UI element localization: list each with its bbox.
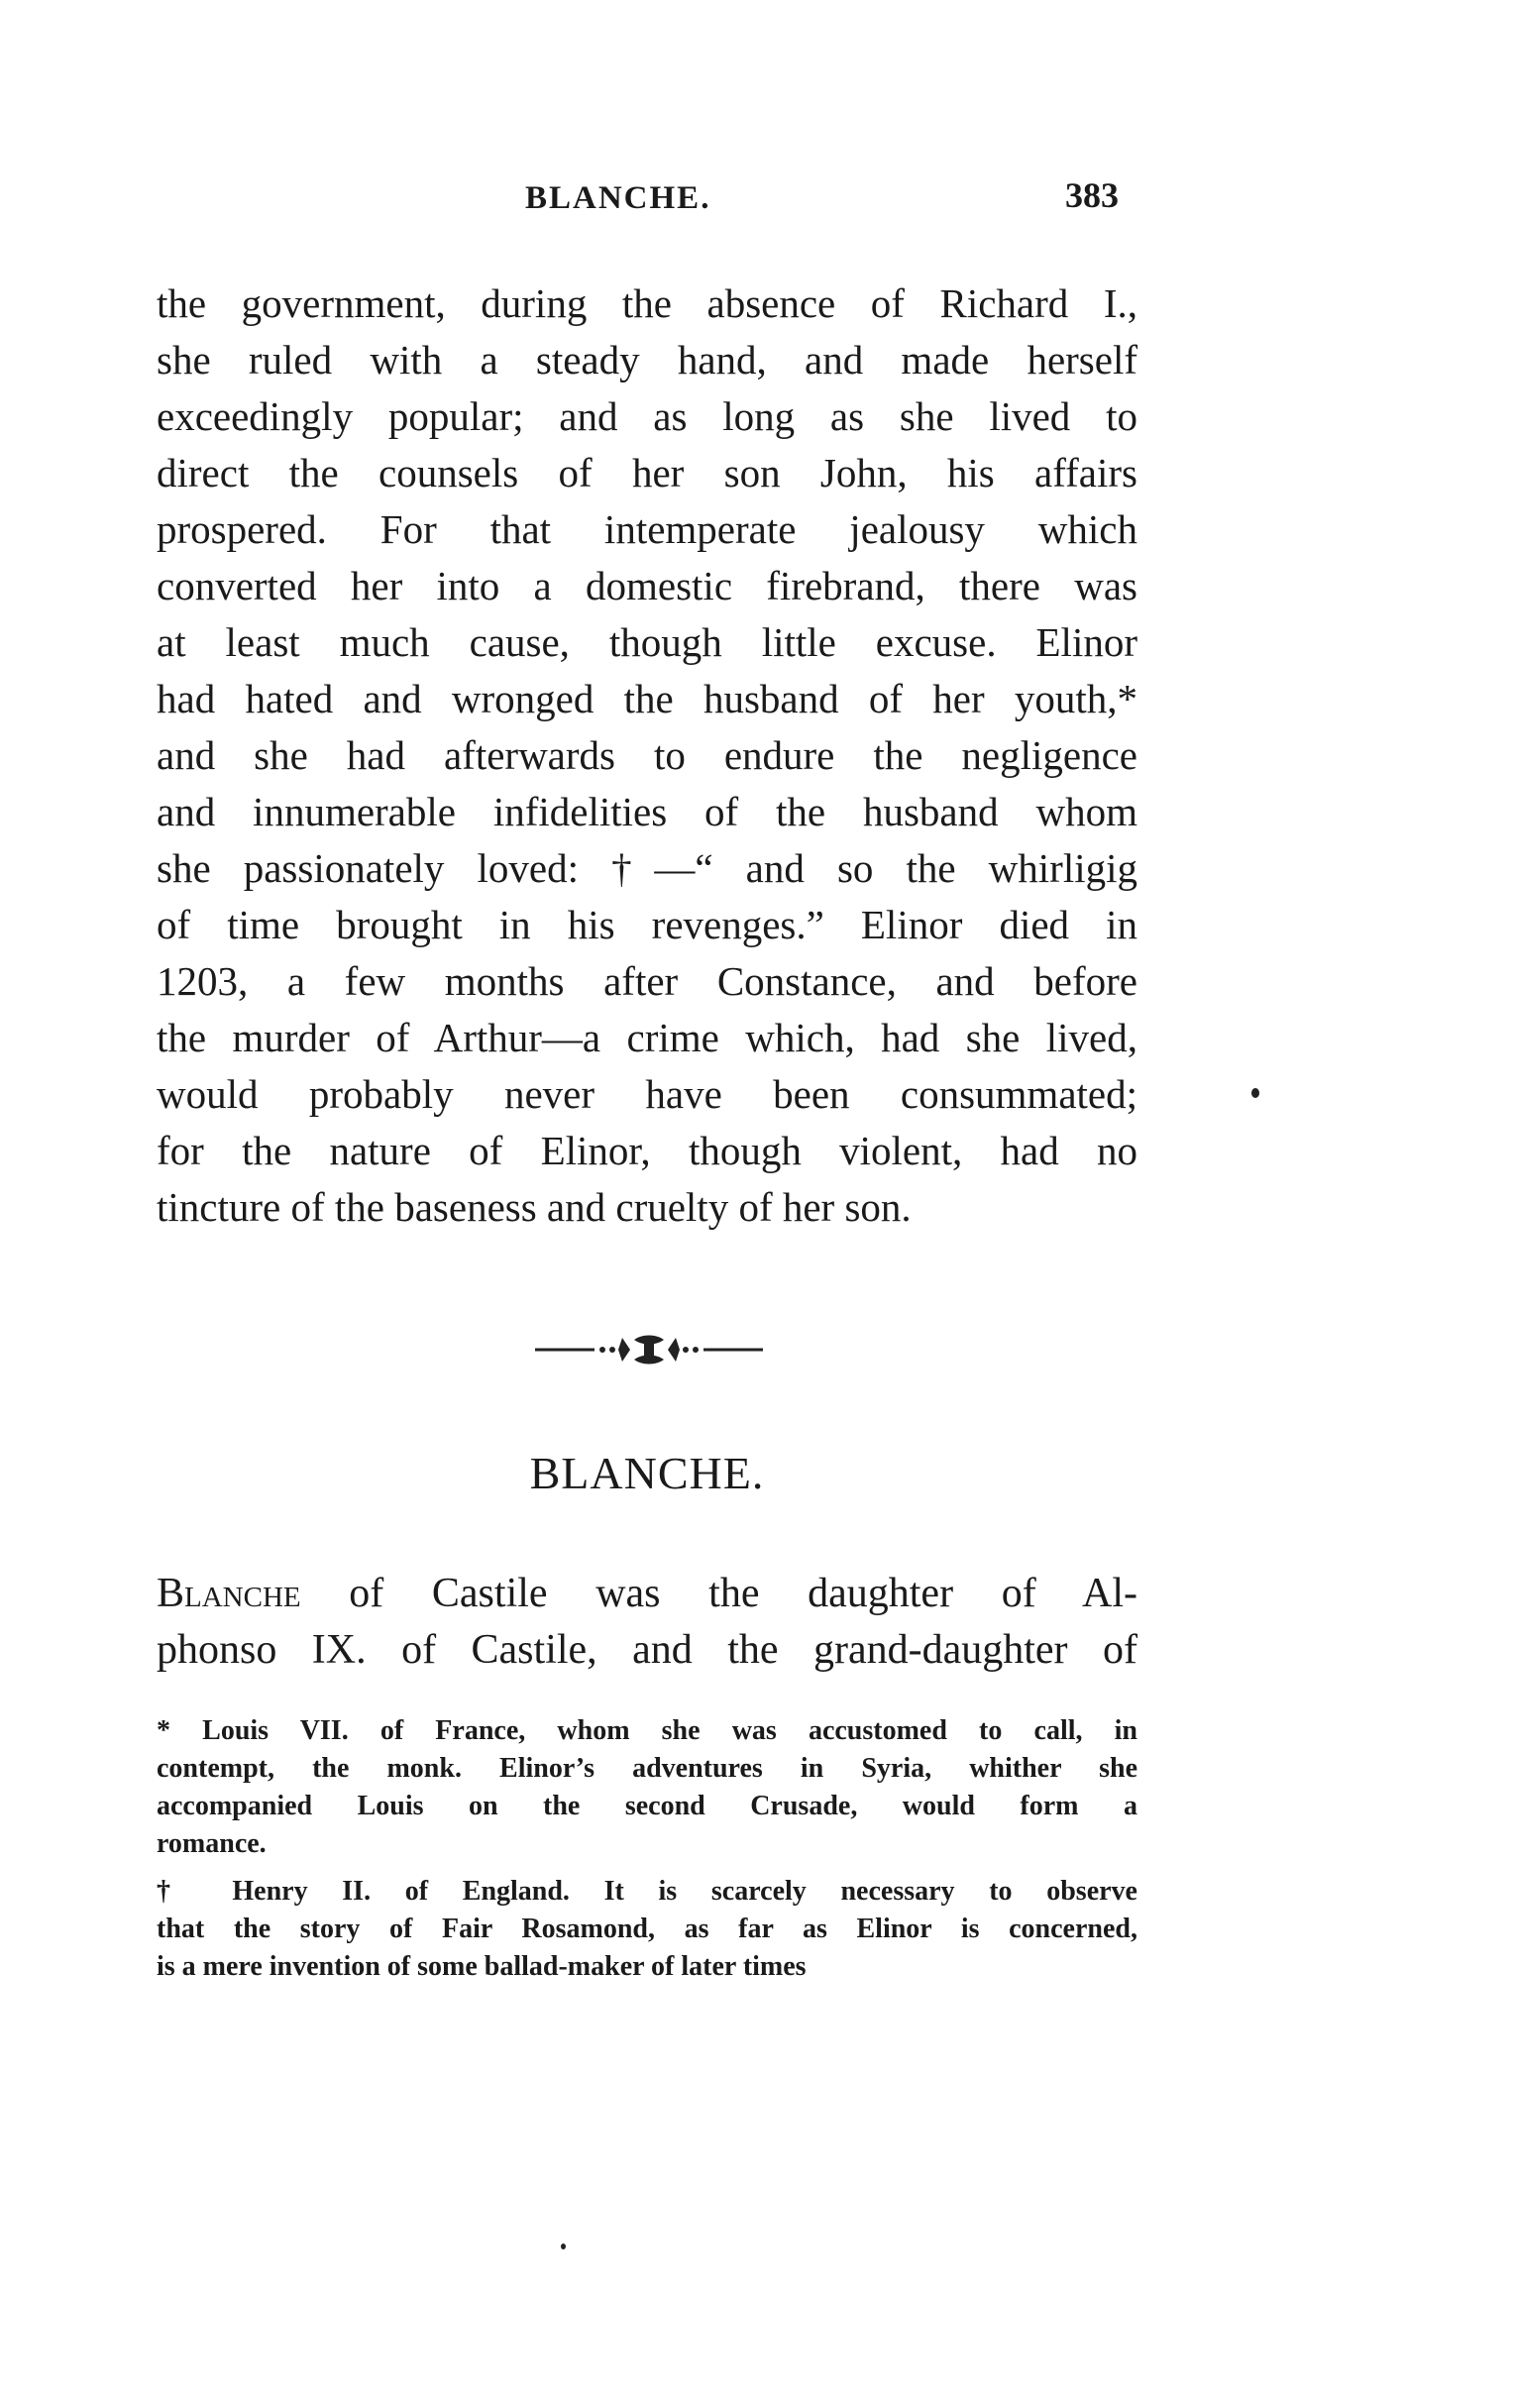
text-line (157, 1566, 1137, 1622)
running-head-title: BLANCHE. (525, 180, 711, 216)
footnote-line: * Louis VII. of France, whom she was accustomed to call, in (157, 1715, 1137, 1746)
section-paragraph (157, 1566, 1137, 1679)
text-line: would probably never have been consummated; (157, 1071, 1137, 1117)
footnote-spacer (157, 1863, 1137, 1873)
text-line: she ruled with a steady hand, and made herself (157, 337, 1137, 383)
text-line: at least much cause, though little excuse. Elinor (157, 619, 1137, 665)
text-line: for the nature of Elinor, though violent, had no (157, 1128, 1137, 1173)
footnote-line: † Henry II. of England. It is scarcely necessary to observe (157, 1876, 1137, 1907)
text-line: she passionately loved: †—“ and so the whirligig (157, 845, 1137, 891)
text-line: converted her into a domestic firebrand, there was (157, 563, 1137, 608)
footnote-line: that the story of Fair Rosamond, as far as Elinor is concerned, (157, 1914, 1137, 1944)
text-line: had hated and wronged the husband of her youth,* (157, 676, 1137, 721)
text-line: and innumerable infidelities of the husband whom (157, 789, 1137, 834)
drop-word: Blanche (157, 1571, 301, 1616)
footnote-line: romance. (157, 1828, 267, 1859)
text-line: of time brought in his revenges.” Elinor died in (157, 902, 1137, 947)
text-line: the murder of Arthur—a crime which, had she lived, (157, 1015, 1137, 1060)
page-number: 383 (1065, 175, 1119, 215)
footnote-line: is a mere invention of some ballad-maker of later times (157, 1951, 807, 1982)
text-line: direct the counsels of her son John, his affairs (157, 450, 1137, 495)
section-divider-ornament (535, 1330, 763, 1369)
text-line: exceedingly popular; and as long as she lived to (157, 393, 1137, 439)
text-line: 1203, a few months after Constance, and before (157, 958, 1137, 1004)
text-line: phonso IX. of Castile, and the grand-daughter of (157, 1627, 1137, 1673)
text-line: tincture of the baseness and cruelty of her son. (157, 1184, 912, 1230)
footnotes (157, 1712, 1137, 1986)
text-line: prospered. For that intemperate jealousy which (157, 506, 1137, 552)
ink-speck (561, 2244, 566, 2249)
ink-speck (1251, 1088, 1259, 1098)
line-rest: of Castile was the daughter of Al- (300, 1571, 1137, 1616)
section-heading: BLANCHE. (529, 1448, 765, 1498)
text-line: the government, during the absence of Richard I., (157, 280, 1137, 326)
text-line: and she had afterwards to endure the negligence (157, 732, 1137, 778)
body-paragraph (157, 275, 1137, 1236)
footnote-line: accompanied Louis on the second Crusade, would form a (157, 1791, 1137, 1821)
footnote-line: contempt, the monk. Elinor’s adventures in Syria, whither she (157, 1753, 1137, 1784)
